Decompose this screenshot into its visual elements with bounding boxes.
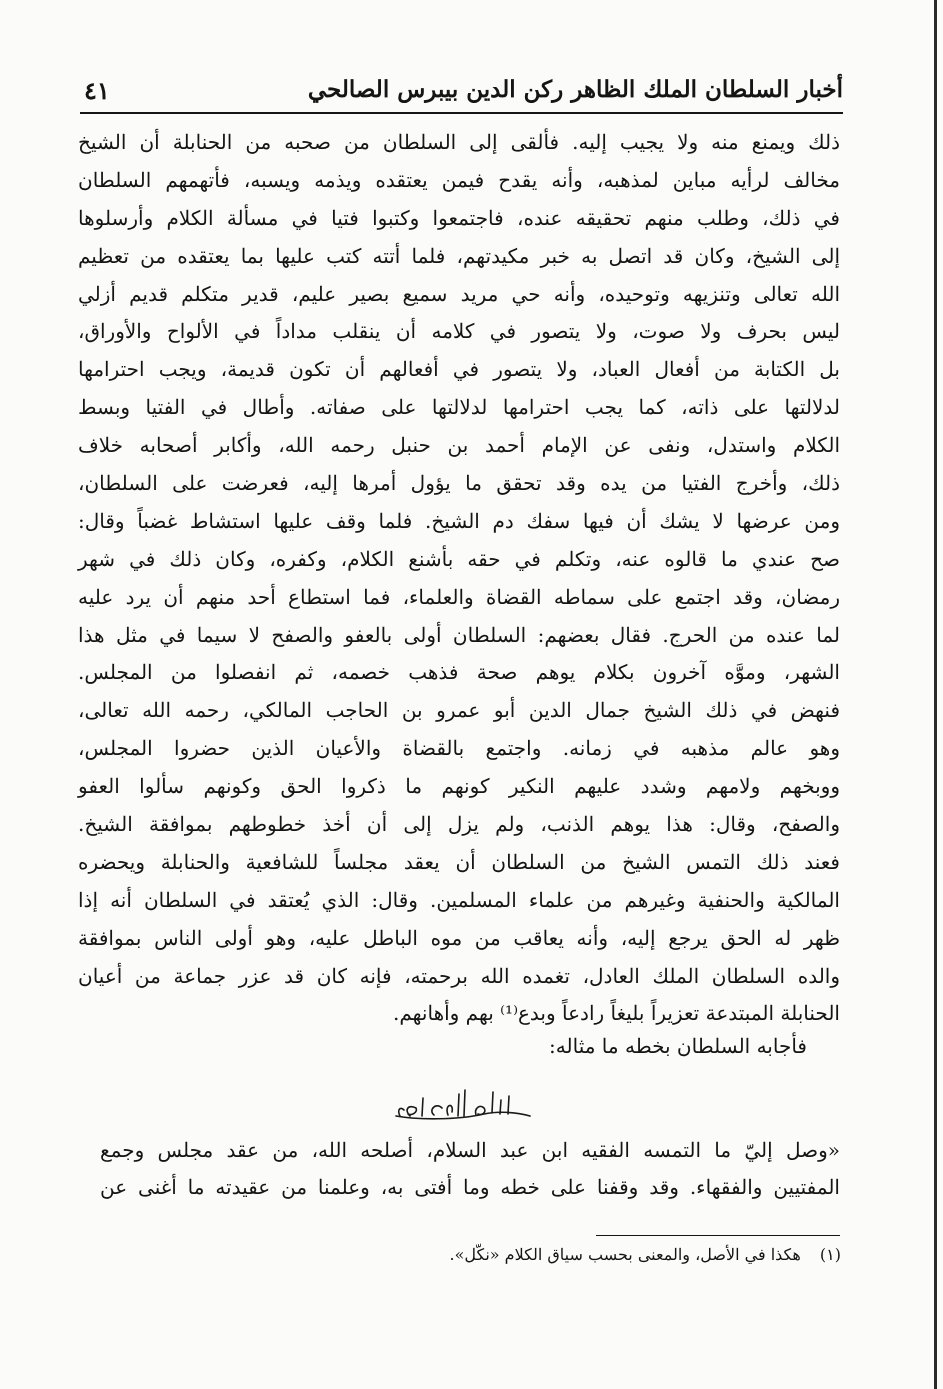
body-line: فعند ذلك التمس الشيخ من السلطان أن يعقد مجلساً للشافعية والحنابلة ويحضره bbox=[78, 849, 840, 874]
body-line: لما عنده من الحرج. فقال بعضهم: السلطان أولى بالعفو والصفح لا سيما في مثل هذا bbox=[78, 622, 840, 647]
body-line: ذلك، وأخرج الفتيا من يده وقد تحقق ما يؤول أمرها إليه، فعرضت على السلطان، bbox=[78, 471, 840, 496]
page-edge bbox=[934, 0, 937, 1389]
body-line: ومن عرضها لا يشك أن فيها سفك دم الشيخ. فلما وقف عليها استشاط غضباً وقال: bbox=[78, 508, 840, 533]
body-line: ظهر له الحق يرجع إليه، وأنه يعاقب من موه الباطل عليه، وهو أولى الناس بموافقة bbox=[78, 925, 840, 950]
body-line: لدلالتها على ذاته، كما يجب احترامها لدلالتها على صفاته. وأطال في الفتيا وبسط bbox=[78, 395, 840, 420]
body-line: في ذلك، وطلب منهم تحقيقه عنده، فاجتمعوا وكتبوا فتيا في مسألة الكلام وأرسلوها bbox=[78, 205, 840, 230]
body-line: المالكية والحنفية وغيرهم من علماء المسلمين. وقال: الذي يُعتقد في السلطان أنه إذا bbox=[78, 887, 840, 912]
basmala-calligraphy bbox=[388, 1080, 538, 1128]
body-line: الله تعالى وتنزيهه وتوحيده، وأنه حي مريد سميع بصير عليم، قدير متكلم قديم أزلي bbox=[78, 281, 840, 306]
body-line: بل الكتابة من أفعال العباد، ولا يتصور في أفعالهم أن تكون قديمة، ويجب احترامها bbox=[78, 357, 840, 382]
body-line: رمضان، وقد اجتمع على سماطه القضاة والعلماء، فما استطاع أحد منهم أن يرد عليه bbox=[78, 584, 840, 609]
body-line: الشهر، وموَّه آخرون بكلام يوهم صحة فذهب خصمه، ثم انفصلوا من المجلس. bbox=[78, 660, 840, 685]
footnote-divider bbox=[596, 1235, 840, 1236]
body-line: والده السلطان الملك العادل، تغمده الله برحمته، فإنه كان قد عزر جماعة من أعيان bbox=[78, 963, 840, 988]
page-title: أخبار السلطان الملك الظاهر ركن الدين بيبرس الصالحي bbox=[307, 76, 843, 103]
page-number: ٤١ bbox=[84, 76, 110, 105]
footnote bbox=[450, 1245, 841, 1264]
body-line: الكلام واستدل، ونفى عن الإمام أحمد بن حنبل رحمه الله، وأكابر أصحابه خلاف bbox=[78, 433, 840, 458]
body-line: ذلك ويمنع منه ولا يجيب إليه. فألقى إلى السلطان من صحبه من الحنابلة أن الشيخ bbox=[78, 130, 840, 154]
body-line: ووبخهم ولامهم وشدد عليهم النكير كونهم ما ذكروا الحق وكونهم سألوا العفو bbox=[78, 774, 840, 799]
letter-line: المفتيين والفقهاء. وقد وقفنا على خطه وما أفتى به، وعلمنا من عقيدته ما أغنى عن bbox=[100, 1175, 840, 1199]
body-line: والصفح، وقال: هذا يوهم الذنب، ولم يزل إلى أن أخذ خطوطهم بموافقة الشيخ. bbox=[78, 812, 840, 837]
footnote-number: (١) bbox=[819, 1245, 841, 1264]
sultan-letter bbox=[100, 1132, 840, 1206]
body-line: فنهض في ذلك الشيخ جمال الدين أبو عمرو بن الحاجب المالكي، رحمه الله تعالى، bbox=[78, 698, 840, 723]
letter-line: «وصل إليّ ما التمسه الفقيه ابن عبد السلام، أصلحه الله، من عقد مجلس وجمع bbox=[100, 1138, 840, 1162]
body-line: وهو عالم مذهبه في زمانه. واجتمع بالقضاة والأعيان الذين حضروا المجلس، bbox=[78, 736, 840, 761]
letter-intro: فأجابه السلطان بخطه ما مثاله: bbox=[549, 1034, 807, 1058]
body-line: صح عندي ما قالوه عنه، وتكلم في حقه بأشنع الكلام، وكفره، وكان ذلك في شهر bbox=[78, 546, 840, 571]
footnote-text: هكذا في الأصل، والمعنى بحسب سياق الكلام «نكّل». bbox=[449, 1245, 801, 1264]
body-line: إلى الشيخ، وكان قد اتصل به خبر مكيدتهم، فلما أتته كتب عليها بما يعتقده من تعظيم bbox=[78, 243, 840, 268]
body-line: مخالف لرأيه مباين لمذهبه، وأنه يقدح فيمن يعتقده ويذمه ويسبه، فأتهمهم السلطان bbox=[78, 167, 840, 192]
body-line: الحنابلة المبتدعة تعزيراً بليغاً رادعاً وبدع⁽¹⁾ بهم وأهانهم. bbox=[393, 1001, 840, 1026]
body-text bbox=[78, 124, 840, 1033]
body-line: ليس بحرف ولا صوت، ولا يتصور في كلامه أن ينقلب مداداً في الألواح والأوراق، bbox=[78, 319, 840, 344]
running-header bbox=[80, 72, 843, 114]
